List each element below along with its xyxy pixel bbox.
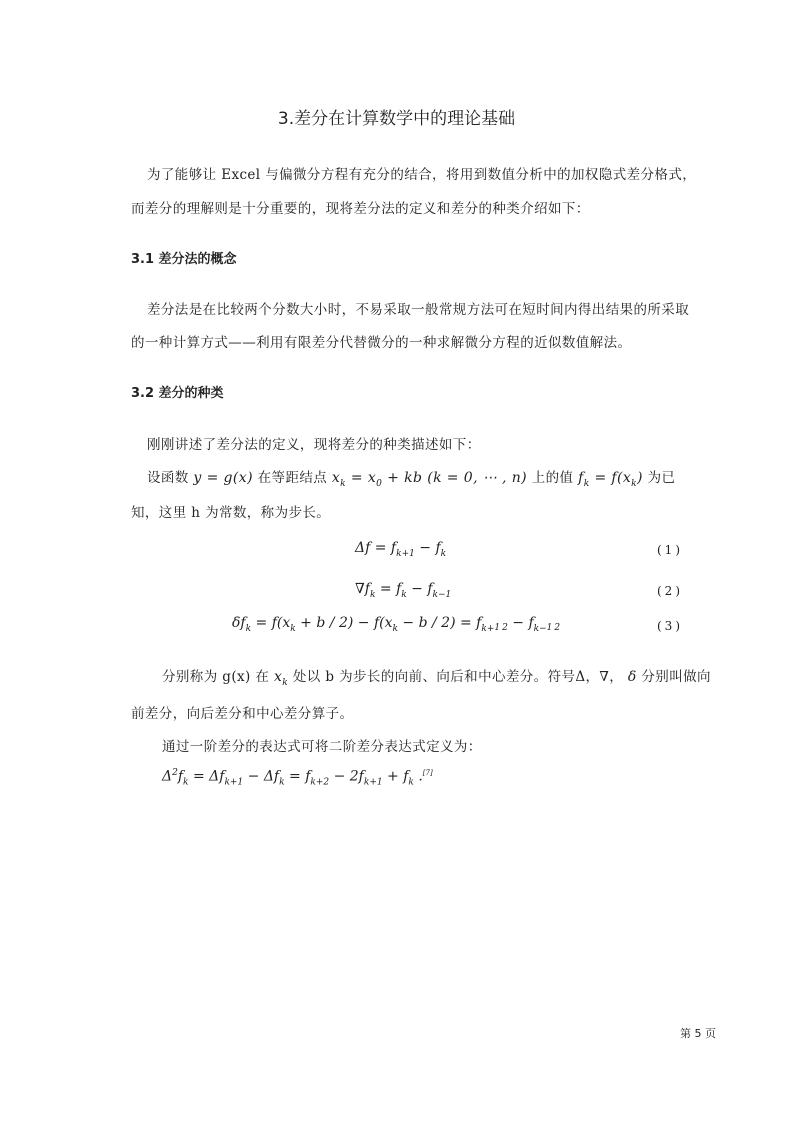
equation-second-difference: $\Delta^2f_k = \Delta f_{k+1} - \Delta f_k = f_{k+2} - 2f_{k+1} + f_k$ .[7] xyxy=(162,768,433,788)
text-fragment: 上的值 xyxy=(531,470,574,486)
section2-line-1: 刚刚讲述了差分法的定义，现将差分的种类描述如下： xyxy=(147,437,481,453)
text-fragment: 分别叫做向 xyxy=(641,669,711,685)
text-fragment: 设函数 xyxy=(147,470,189,486)
page-title: 3.差分在计算数学中的理论基础 xyxy=(277,109,516,129)
equation-forward-difference: $\Delta f = f_{k+1} - f_k$ xyxy=(355,540,447,559)
page-number: 第 5 页 xyxy=(680,1027,716,1040)
text-fragment: 分别称为 g(x) 在 xyxy=(162,669,270,685)
intro-line-2: 而差分的理解则是十分重要的，现将差分法的定义和差分的种类介绍如下： xyxy=(131,201,590,217)
intro-line-1: 为了能够让 Excel 与偏微分方程有充分的结合，将用到数值分析中的加权隐式差分格式， xyxy=(147,167,697,183)
equation-number-2: (2) xyxy=(657,584,683,598)
section2-line-2 xyxy=(147,466,675,489)
formula-xk: $x_k$ xyxy=(273,669,289,688)
section1-line-2: 的一种计算方式——利用有限差分代替微分的一种求解微分方程的近似数值解法。 xyxy=(131,335,632,351)
section2-line-3: 知，这里 h 为常数，称为步长。 xyxy=(131,505,331,521)
text-fragment: 为已 xyxy=(647,470,676,486)
citation-ref[interactable]: [7] xyxy=(422,769,433,777)
text-fragment: 处以 b 为步长的向前、向后和中心差分。符号Δ，∇， xyxy=(292,669,624,685)
equation-backward-difference: $\nabla f_k = f_k - f_{k-1}$ xyxy=(355,581,452,600)
equation-number-3: (3) xyxy=(657,619,683,633)
section2-after-line-1 xyxy=(162,665,711,688)
formula-delta-symbol: δ xyxy=(627,669,637,685)
formula-nodes: $x_k = x_0$ + kb (k = 0, ⋯ , n) xyxy=(331,470,528,489)
equation-number-1: (1) xyxy=(657,543,683,557)
equation-central-difference: $\delta f_k = f(x_k + b / 2) - f(x_k - b / 2) = f_{k+1 2} - f_{k-1 2}$ xyxy=(232,615,561,634)
section-heading-3-2: 3.2 差分的种类 xyxy=(131,386,224,401)
section1-line-1: 差分法是在比较两个分数大小时，不易采取一般常规方法可在短时间内得出结果的所采取 xyxy=(147,302,690,318)
section2-after-line-2: 前差分，向后差分和中心差分算子。 xyxy=(131,706,354,722)
text-fragment: 在等距结点 xyxy=(257,470,328,486)
section-heading-3-1: 3.1 差分法的概念 xyxy=(131,252,237,267)
formula-y-eq-gx: y = g(x) xyxy=(193,470,253,486)
section2-after-line-3: 通过一阶差分的表达式可将二阶差分表达式定义为： xyxy=(162,739,482,755)
formula-fk: $f_k = f(x_k)$ xyxy=(578,470,643,489)
